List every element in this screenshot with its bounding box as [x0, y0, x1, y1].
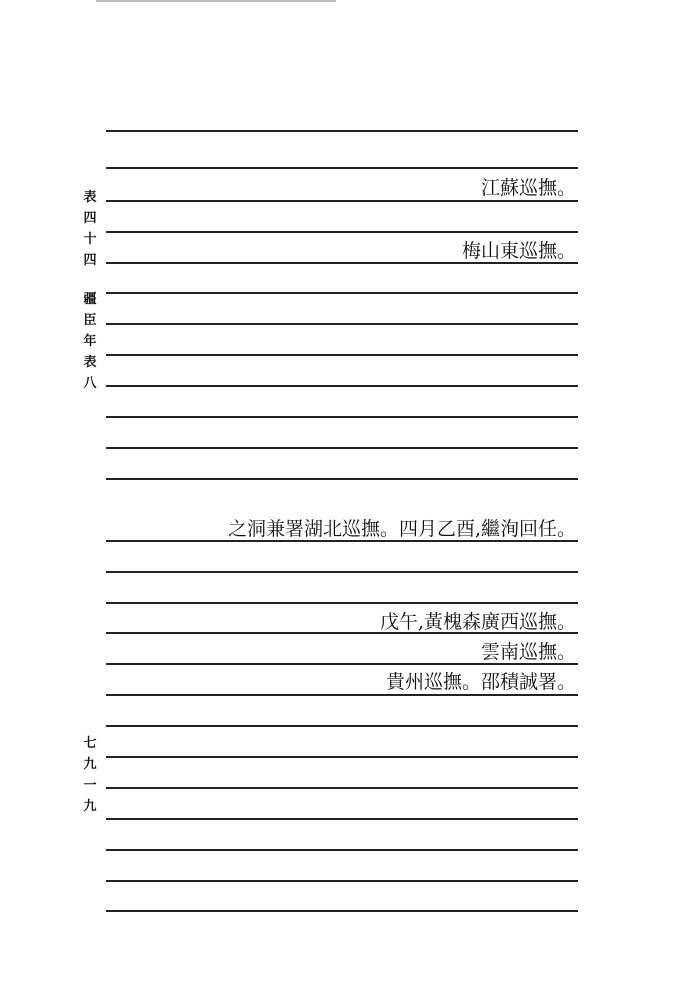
row-hubei — [106, 513, 576, 541]
ruled-line — [106, 910, 578, 912]
ruled-line — [106, 416, 578, 418]
side-subtitle-char: 八 — [83, 376, 97, 391]
row-jiangsu — [106, 172, 576, 200]
ruled-line — [106, 354, 578, 356]
side-subtitle-char: 表 — [83, 355, 97, 370]
side-title-char: 十 — [83, 232, 97, 247]
row-text: 戊午,黃槐森廣西巡撫。 — [379, 610, 576, 633]
row-text: 雲南巡撫。 — [480, 640, 576, 663]
row-text: 江蘇巡撫。 — [480, 176, 576, 199]
ruled-line — [106, 200, 578, 202]
ruled-line — [106, 849, 578, 851]
row-text: 貴州巡撫。邵積誠署。 — [385, 670, 576, 693]
ruled-line — [106, 756, 578, 758]
page-number-char: 九 — [83, 757, 97, 772]
side-subtitle-char: 疆 — [83, 292, 97, 307]
side-subtitle-char: 臣 — [83, 313, 97, 328]
row-text: 梅山東巡撫。 — [461, 239, 576, 262]
row-guizhou — [106, 666, 576, 694]
row-guangxi — [106, 606, 576, 634]
side-title-char: 四 — [83, 253, 97, 268]
ruled-line — [106, 694, 578, 696]
ruled-line — [106, 787, 578, 789]
row-shandong — [106, 235, 576, 263]
side-title — [80, 188, 100, 395]
row-text: 之洞兼署湖北巡撫。四月乙酉,繼洵回任。 — [227, 517, 576, 540]
ruled-line — [106, 447, 578, 449]
ruled-line — [106, 167, 578, 169]
top-edge-rule — [96, 0, 336, 2]
ruled-line — [106, 385, 578, 387]
ruled-line — [106, 130, 578, 132]
ruled-line — [106, 571, 578, 573]
ruled-line — [106, 880, 578, 882]
row-yunnan — [106, 636, 576, 664]
ruled-line — [106, 292, 578, 294]
ruled-line — [106, 231, 578, 233]
ruled-line — [106, 478, 578, 480]
side-title-char: 四 — [83, 211, 97, 226]
ruled-line — [106, 602, 578, 604]
page-number-char: 一 — [83, 778, 97, 793]
side-subtitle-char: 年 — [83, 334, 97, 349]
side-title-char: 表 — [83, 190, 97, 205]
page-number — [80, 734, 100, 818]
ruled-line — [106, 323, 578, 325]
ruled-line — [106, 725, 578, 727]
ruled-line — [106, 818, 578, 820]
page-number-char: 九 — [83, 799, 97, 814]
page-number-char: 七 — [83, 736, 97, 751]
